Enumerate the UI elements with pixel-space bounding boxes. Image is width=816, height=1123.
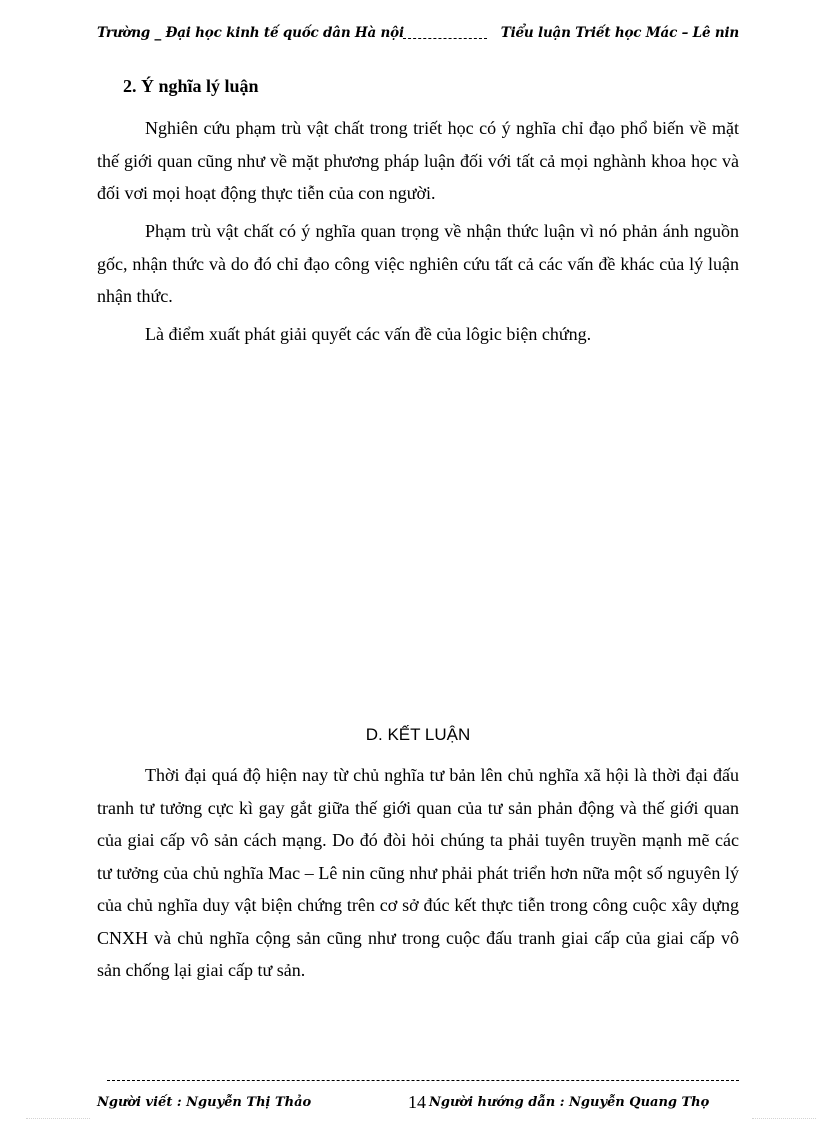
page-edge-mark-right [752,1118,816,1119]
section-heading: 2. Ý nghĩa lý luận [123,76,259,96]
header-report-title: Tiểu luận Triết học Mác – Lê nin [500,25,739,41]
page-edge-mark-left [26,1118,90,1119]
section-paragraph-3: Là điểm xuất phát giải quyết các vấn đề của lôgic biện chứng. [145,324,592,344]
section-paragraph-1: Nghiên cứu phạm trù vật chất trong triết học có ý nghĩa chỉ đạo phổ biến về mặt thế giới quan cũng như về mặt phương pháp luận đối với tất cả mọi nghành khoa học và đối vơi mọi hoạt động thực tiễn của con người. [97,118,739,203]
page-number: 14 [408,1092,426,1112]
conclusion-heading: D. KẾT LUẬN [365,725,471,744]
header-dotted-leader [403,38,487,39]
header-school: Trường _ Đại học kinh tế quốc dân Hà nội [97,25,404,41]
conclusion-paragraph: Thời đại quá độ hiện nay từ chủ nghĩa tư bản lên chủ nghĩa xã hội là thời đại đấu tranh tư tưởng cực kì gay gắt giữa thế giới quan của tư sản phản động và thế giới quan của giai cấp vô sản cách mạng. Do đó đòi hỏi chúng ta phải tuyên truyền mạnh mẽ các tư tưởng của chủ nghĩa Mac – Lê nin cũng như phải phát triển hơn nữa một số nguyên lý của chủ nghĩa duy vật biện chứng trên cơ sở đúc kết thực tiễn trong công cuộc xây dựng CNXH và chủ nghĩa cộng sản cũng như trong cuộc đấu tranh giai cấp của giai cấp vô sản chống lại giai cấp tư sản. [97,765,739,980]
footer-advisor: Người hướng dẫn : Nguyễn Quang Thọ [429,1095,710,1110]
footer-author: Người viết : Nguyễn Thị Thảo [97,1095,312,1110]
footer-divider [107,1080,739,1081]
page-footer [97,1092,739,1118]
page-header [97,22,739,44]
section-paragraph-2: Phạm trù vật chất có ý nghĩa quan trọng về nhận thức luận vì nó phản ánh nguồn gốc, nhận thức và do đó chỉ đạo công việc nghiên cứu tất cả các vấn đề khác của lý luận nhận thức. [97,221,739,306]
